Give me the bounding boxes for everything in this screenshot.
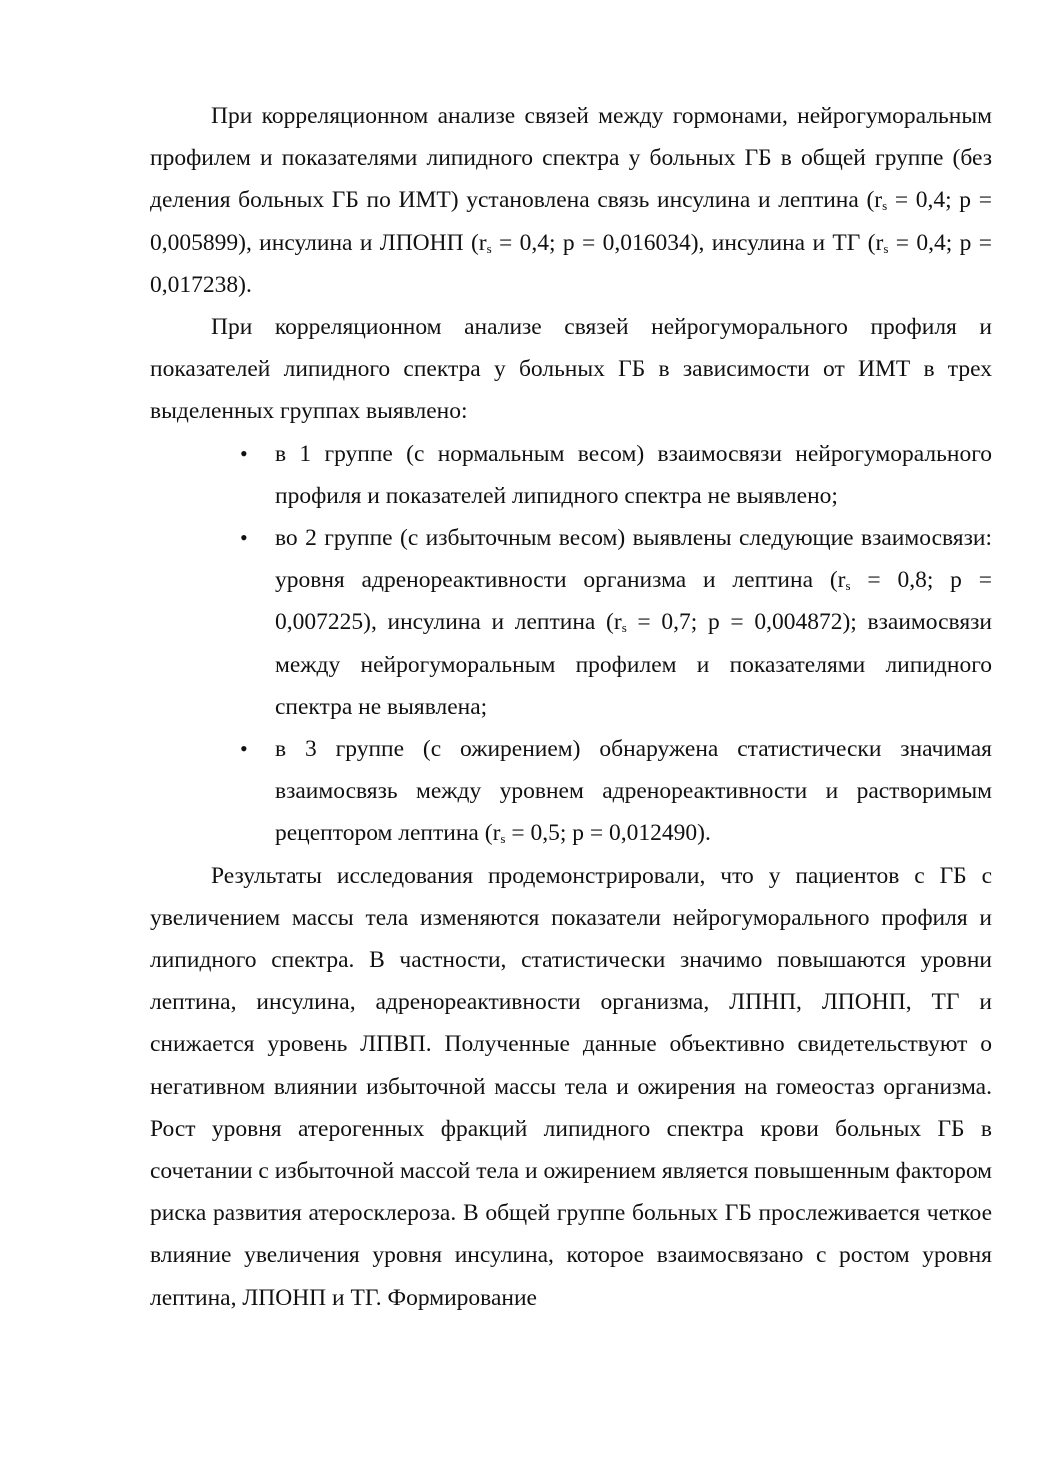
bullet-item-group-3 (240, 728, 992, 855)
bullet-item-group-1 (240, 433, 992, 517)
document-page (150, 95, 992, 1319)
text-run: r (837, 567, 846, 594)
bullet-text (275, 441, 992, 509)
text-run: = 0,4; p = 0,017238). (150, 229, 992, 298)
text-run: При корреляционном анализе связей между гормонами, нейрогуморальным профилем и показателями липидного спектра у больных ГБ в общей группе (без деления больных ГБ по ИМТ) установлена связь инсулина и лептина ( (150, 103, 992, 214)
paragraph-results (150, 855, 992, 1319)
bullet-marker: • (240, 440, 248, 466)
text-run: = 0,5; p = 0,012490). (505, 820, 711, 847)
bullet-item-group-2 (240, 517, 993, 728)
subscript-text: s (883, 240, 889, 256)
paragraph-correlation-groups (150, 306, 992, 433)
bullet-marker: • (240, 525, 248, 551)
text-run: Результаты исследования продемонстрировали, что у пациентов с ГБ с увеличением массы тела изменяются показатели нейрогуморального профиля и липидного спектра. В частности, статистически значимо повышаются уровни лептина, инсулина, адренореактивности организма, ЛПНП, ЛПОНП, ТГ и снижается уровень ЛПВП. Полученные данные объективно свидетельствуют о негативном влиянии избыточной массы тела и ожирения на гомеостаз организма. Рост уровня атерогенных фракций липидного спектра крови больных ГБ в сочетании с избыточной массой тела и ожирением является повышенным фактором риска развития атеросклероза. В общей группе больных ГБ прослеживается четкое влияние увеличения уровня инсулина, которое взаимосвязано с ростом уровня лептина, ЛПОНП и ТГ. Формирование (150, 862, 992, 1311)
text-run: во 2 группе (с избыточным весом) выявлены следующие взаимосвязи: уровня адренореактивности организма и лептина ( (275, 525, 992, 594)
text-run: При корреляционном анализе связей нейрогуморального профиля и показателей липидного спектра у больных ГБ в зависимости от ИМТ в трех выделенных группах выявлено: (150, 314, 992, 425)
bullet-text (275, 736, 992, 846)
text-run: r (478, 229, 487, 256)
bullet-list (150, 433, 992, 855)
subscript-text: s (500, 831, 506, 847)
text-run: в 1 группе (с нормальным весом) взаимосвязи нейрогуморального профиля и показателей липидного спектра не выявлено; (275, 440, 992, 509)
subscript-text: s (845, 578, 851, 594)
subscript-text: s (882, 198, 888, 214)
bullet-marker: • (240, 736, 248, 762)
text-run: в 3 группе (с ожирением) обнаружена статистически значимая взаимосвязь между уровнем адренореактивности и растворимым рецептором лептина ( (275, 736, 992, 847)
bullet-text (275, 525, 992, 720)
text-run: = 0,4; p = 0,016034), инсулина и ТГ ( (491, 229, 876, 256)
text-run: = 0,8; p = 0,007225), инсулина и лептина ( (275, 567, 993, 636)
text-run: r (492, 820, 501, 847)
text-run: r (613, 609, 622, 636)
subscript-text: s (621, 620, 627, 636)
text-run: r (874, 187, 883, 214)
paragraph-correlation-general (150, 95, 992, 306)
subscript-text: s (486, 240, 492, 256)
text-run: r (875, 229, 884, 256)
text-run: = 0,4; p = 0,005899), инсулина и ЛПОНП ( (150, 187, 992, 256)
text-run: = 0,7; p = 0,004872); взаимосвязи между нейрогуморальным профилем и показателями липидного спектра не выявлена; (275, 609, 992, 720)
